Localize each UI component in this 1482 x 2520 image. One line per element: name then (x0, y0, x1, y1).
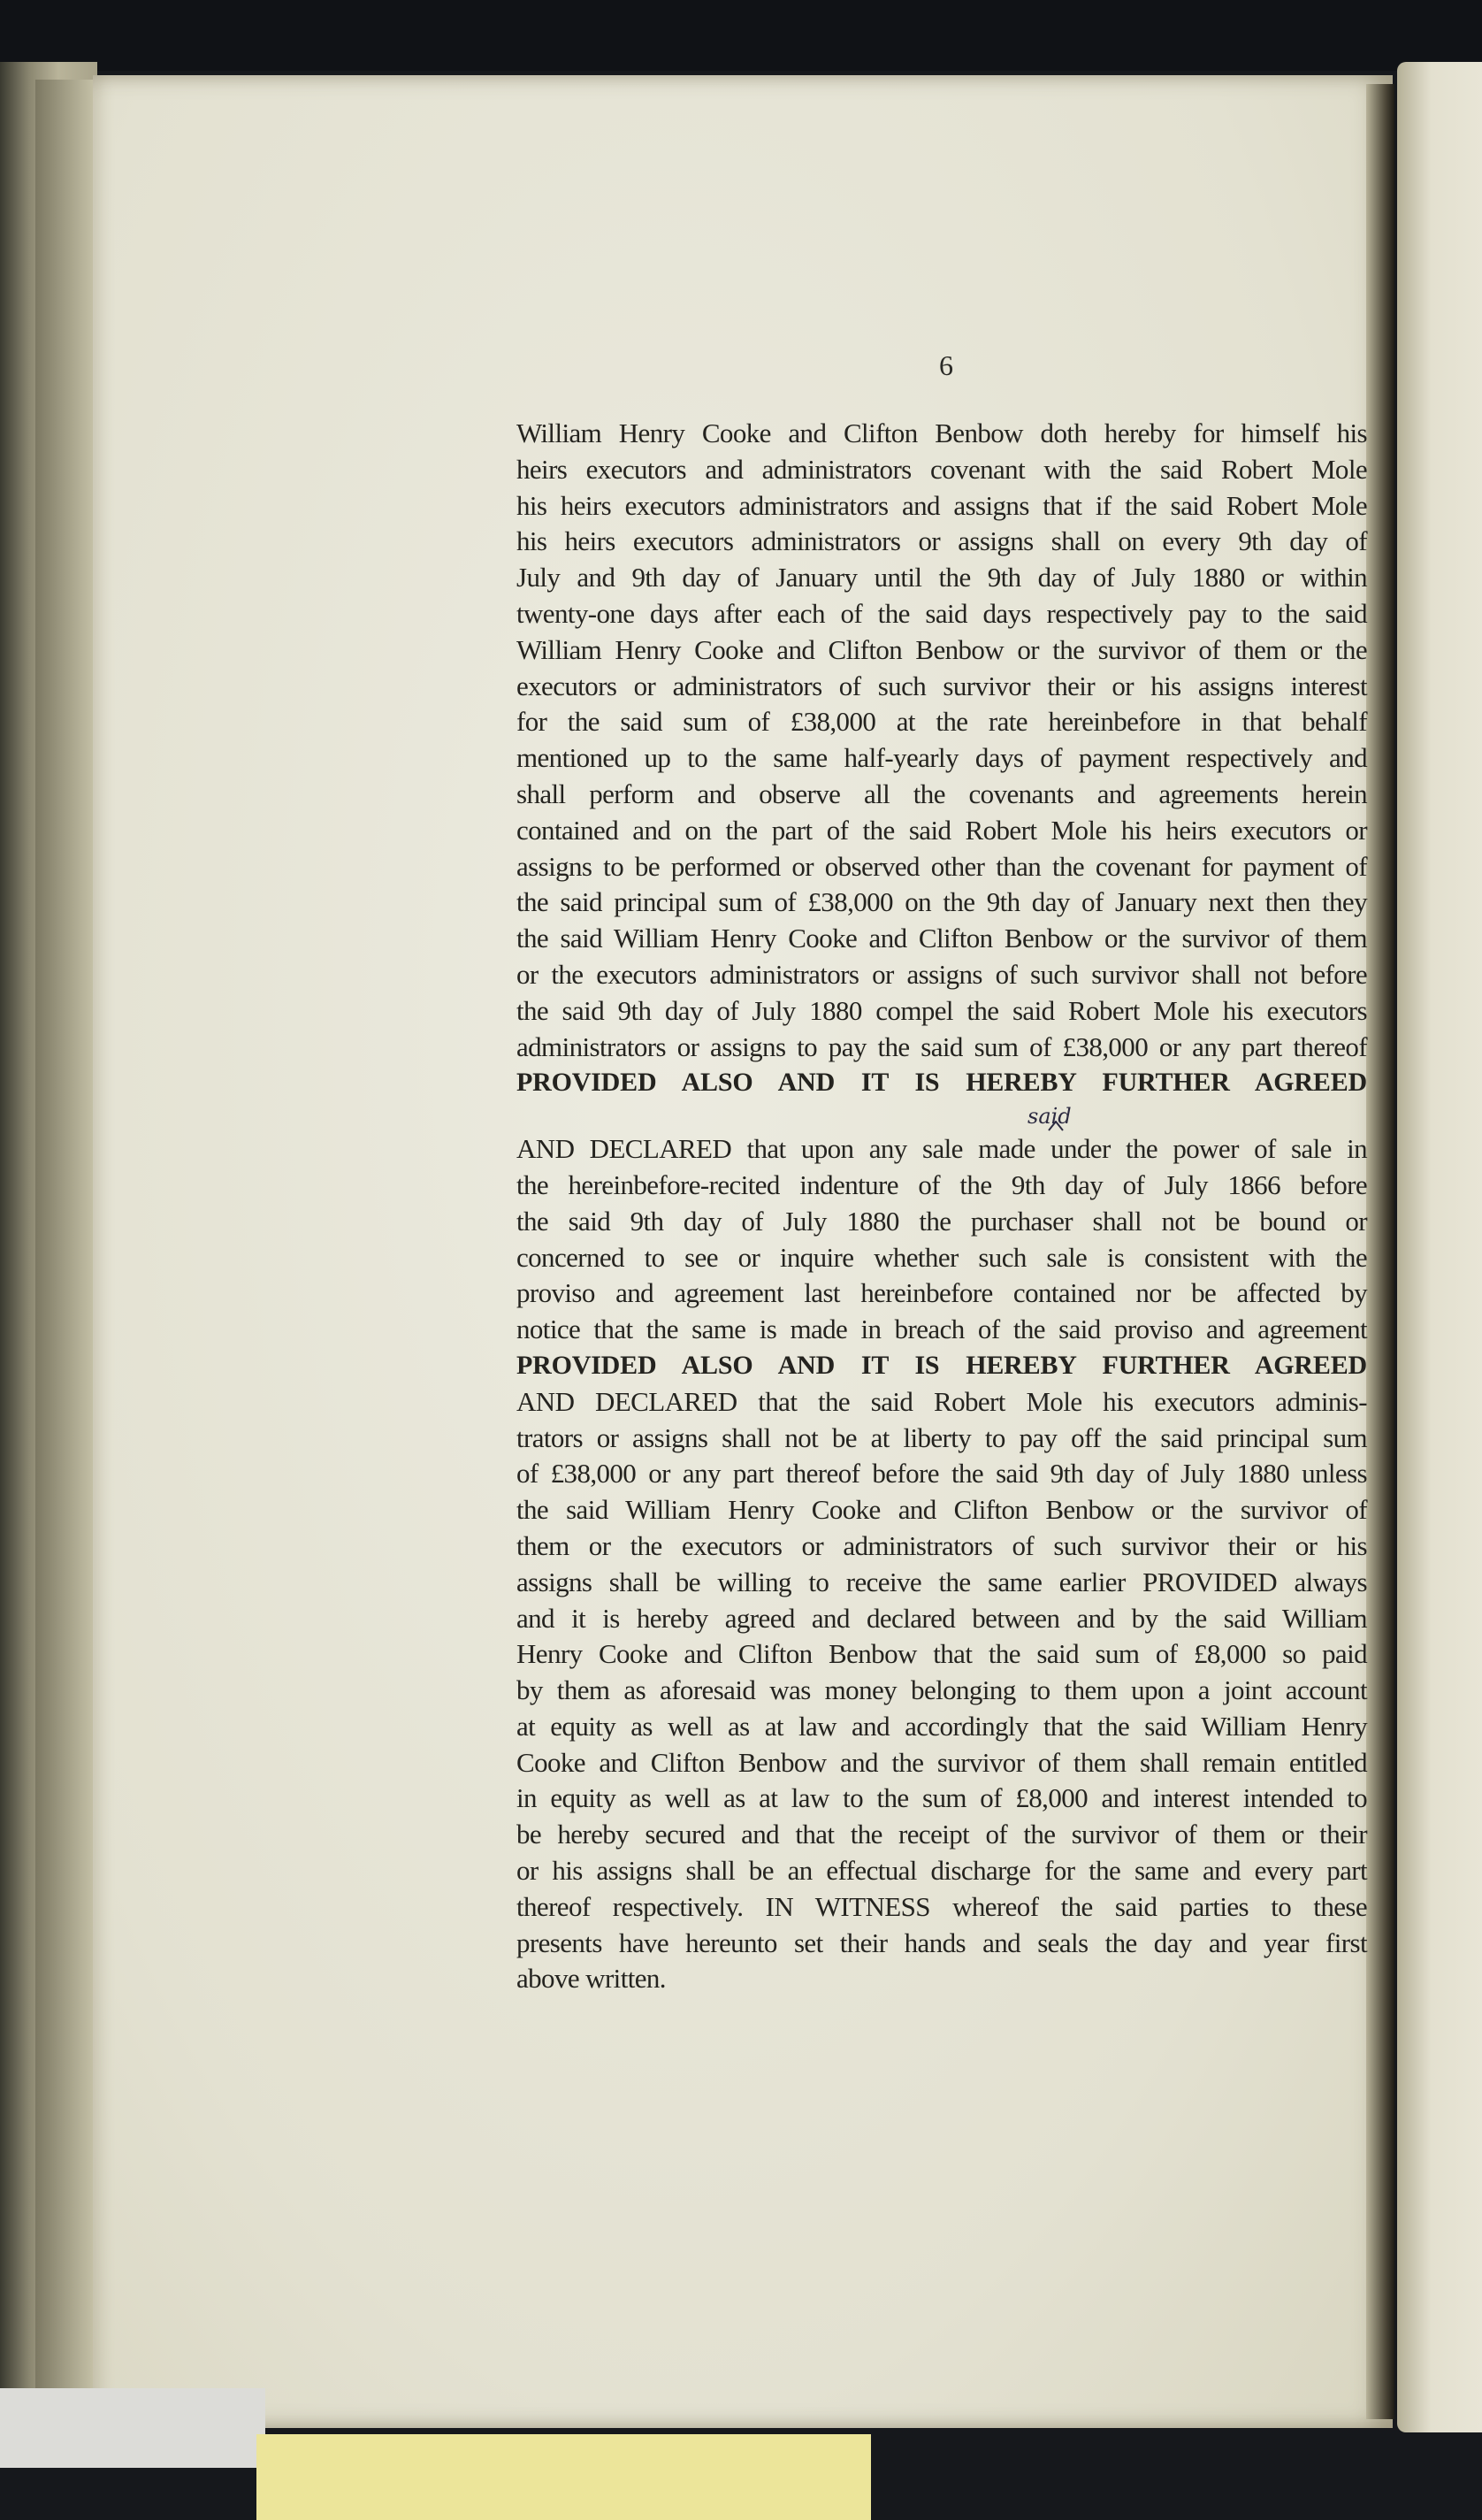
text-line: contained and on the part of the said Robert Mole his heirs executors or (516, 814, 1367, 846)
text-line: AND DECLARED that upon any sale made under the power of sale in (516, 1133, 1367, 1165)
text-line: the said 9th day of July 1880 compel the said Robert Mole his executors (516, 994, 1367, 1026)
text-line: trators or assigns shall not be at liberty to pay off the said principal sum (516, 1421, 1367, 1453)
annotation-gap (516, 1101, 1367, 1131)
text-line: July and 9th day of January until the 9th day of July 1880 or within (516, 562, 1367, 594)
text-line: William Henry Cooke and Clifton Benbow doth hereby for himself his (516, 417, 1367, 448)
text-line: the said principal sum of £38,000 on the 9th day of January next then they (516, 886, 1367, 918)
text-line: notice that the same is made in breach of the said proviso and agreement (516, 1314, 1367, 1345)
text-line: in equity as well as at law to the sum of £8,000 and interest intended to (516, 1782, 1367, 1814)
text-line: them or the executors or administrators of such survivor their or his (516, 1529, 1367, 1561)
text-line: for the said sum of £38,000 at the rate hereinbefore in that behalf (516, 706, 1367, 738)
text-line: mentioned up to the same half-yearly days of payment respectively and (516, 742, 1367, 774)
text-line: concerned to see or inquire whether such sale is consistent with the (516, 1241, 1367, 1273)
text-line: at equity as well as at law and accordingly that the said William Henry (516, 1710, 1367, 1742)
text-line: the said 9th day of July 1880 the purchaser shall not be bound or (516, 1205, 1367, 1237)
text-line: William Henry Cooke and Clifton Benbow or the survivor of them or the (516, 633, 1367, 665)
adjacent-page (1397, 62, 1482, 2432)
text-line: PROVIDED ALSO AND IT IS HEREBY FURTHER AGREED (516, 1350, 1367, 1380)
text-line: proviso and agreement last hereinbefore contained nor be affected by (516, 1277, 1367, 1309)
page-gutter-shadow (1366, 84, 1394, 2419)
bottom-paper-corner (0, 2388, 265, 2468)
text-line: or his assigns shall be an effectual discharge for the same and every part (516, 1855, 1367, 1887)
page-number: 6 (939, 349, 953, 381)
text-line: Henry Cooke and Clifton Benbow that the said sum of £8,000 so paid (516, 1638, 1367, 1670)
text-line: Cooke and Clifton Benbow and the survivor of them shall remain entitled (516, 1746, 1367, 1778)
text-line: his heirs executors administrators or assigns shall on every 9th day of (516, 525, 1367, 557)
text-line: assigns to be performed or observed other than the covenant for payment of (516, 850, 1367, 882)
handwritten-annotation: said (1027, 1104, 1072, 1130)
text-line: PROVIDED ALSO AND IT IS HEREBY FURTHER AGREED (516, 1068, 1367, 1098)
text-line: by them as aforesaid was money belonging to them upon a joint account (516, 1674, 1367, 1706)
deed-text (516, 416, 1367, 1997)
text-line: heirs executors and administrators covenant with the said Robert Mole (516, 453, 1367, 485)
text-line: thereof respectively. IN WITNESS whereof the said parties to these (516, 1890, 1367, 1922)
text-line: or the executors administrators or assigns of such survivor shall not before (516, 958, 1367, 990)
text-line: his heirs executors administrators and assigns that if the said Robert Mole (516, 489, 1367, 521)
text-line: and it is hereby agreed and declared between and by the said William (516, 1602, 1367, 1634)
text-line: be hereby secured and that the receipt of the survivor of them or their (516, 1819, 1367, 1850)
background-top (0, 0, 1482, 71)
text-line: twenty-one days after each of the said days respectively pay to the said (516, 597, 1367, 629)
book-page-edges-inner (35, 80, 97, 2424)
text-line: the hereinbefore-recited indenture of the 9th day of July 1866 before (516, 1168, 1367, 1200)
text-line: the said William Henry Cooke and Clifton Benbow or the survivor of (516, 1494, 1367, 1526)
text-line: the said William Henry Cooke and Clifton Benbow or the survivor of them (516, 923, 1367, 954)
text-line: of £38,000 or any part thereof before the said 9th day of July 1880 unless (516, 1458, 1367, 1490)
text-line: presents have hereunto set their hands and seals the day and year first (516, 1926, 1367, 1958)
text-line: above written. (516, 1963, 666, 1995)
yellow-tab (256, 2434, 871, 2520)
text-line: AND DECLARED that the said Robert Mole his executors adminis- (516, 1385, 1367, 1417)
text-line: executors or administrators of such survivor their or his assigns interest (516, 670, 1367, 701)
text-line: assigns shall be willing to receive the same earlier PROVIDED always (516, 1566, 1367, 1597)
insertion-caret-mark (1047, 1121, 1065, 1131)
text-line: administrators or assigns to pay the said sum of £38,000 or any part thereof (516, 1030, 1367, 1062)
text-line: shall perform and observe all the covenants and agreements herein (516, 777, 1367, 809)
